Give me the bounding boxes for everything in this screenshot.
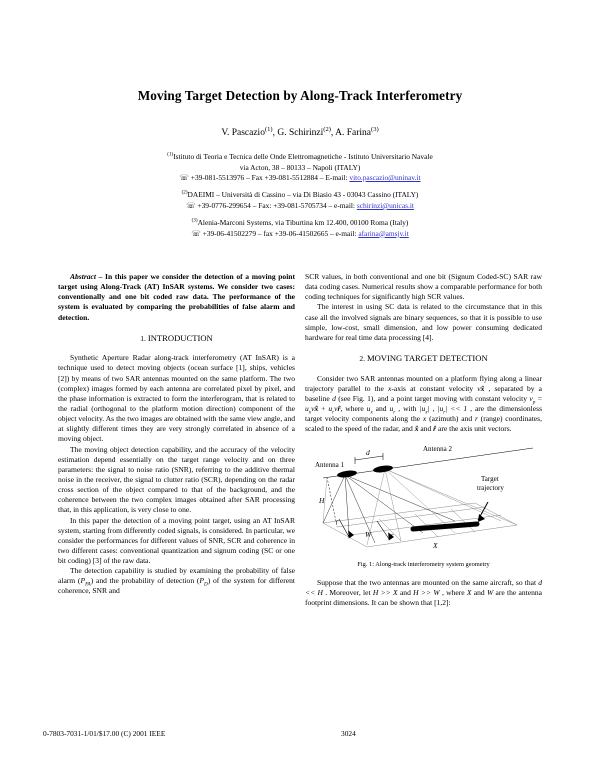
paragraph-assumptions: Suppose that the two antennas are mounted on the same aircraft, so that d << H . Moreover, let H >> X and H >> W , where X and W are the antenna footprint dimensions. It can be shown that [1,2]: <box>305 578 543 608</box>
author-marker: (2) <box>323 125 331 133</box>
affiliation-contact: ☏ +39-0776-299654 – Fax: +39-081-5705734 – e-mail: schirinzi@unicas.it <box>186 200 414 210</box>
telephone-icon: ☏ <box>191 228 201 238</box>
column-left <box>58 272 295 597</box>
ground-edge-1 <box>323 523 367 547</box>
affiliation-3 <box>50 218 550 239</box>
paragraph: Synthetic Aperture Radar along-track interferometry (AT InSAR) is a technique used to detect moving objects (ocean surface [1], ships, vehicles [2]) by means of two SAR antennas mounted on the same platform. The two (complex) images formed by each antenna are correlated pixel by pixel, and the phase information is extracted to form the interferogram, that is related to the radial (orthogonal to the platform motion direction) component of the object velocity. As the two images are obtained with the same view angle, and at slightly different times they are very strongly correlated in absence of a moving object. <box>58 353 295 444</box>
affiliation-contact: ☏ +39-081-5513976 – Fax +39-081-5512884 – E-mail: vito.pascazio@uninav.it <box>179 173 421 183</box>
footer-copyright: 0-7803-7031-1/01/$17.00 (C) 2001 IEEE <box>43 729 166 738</box>
affiliation-institution: $^{(2)}$DAEIMI – Università di Cassino – via Di Biasio 43 - 03043 Cassino (ITALY) <box>181 189 419 200</box>
email-link[interactable]: afarina@amsjv.it <box>358 228 409 238</box>
section-heading-introduction: 1. INTRODUCTION <box>140 332 213 343</box>
paragraph-geometry: Consider two SAR antennas mounted on a platform flying along a linear trajectory parallel to the x-axis at constant velocity vx̂ , separated by a baseline d (see Fig. 1), and a point target moving with constant velocity $v_p$ = $u_xvx̂$ + $u_rvr̂$, where $u_x$ and $u_r$ , with $|u_x|$ , $|u_r| << 1$ , are the dimensionless target velocity components along the x (azimuth) and r (range) coordinates, scaled to the speed of the radar, and x̂ and r̂ are the axis unit vectors. <box>305 373 543 434</box>
figure-caption: Fig. 1: Along-track interferometry system geometry <box>357 560 490 568</box>
email-link[interactable]: schirinzi@unicas.it <box>356 200 414 210</box>
figure-1-geometry-diagram <box>305 441 542 553</box>
page-title: Moving Target Detection by Along-Track Interferometry <box>137 88 463 103</box>
ground-grid-5 <box>451 509 475 532</box>
affiliation-address: via Acton, 38 – 80133 – Napoli (ITALY) <box>239 162 361 172</box>
antenna-2-marker <box>373 465 394 474</box>
paragraph-sc-interest: The interest in using SC data is related to the circumstance that in this case all the involved signals are binary sequences, so that it is possible to use simple, low-cost, small dimension, and low power consuming dedicated hardware for real time data processing [4]. <box>305 302 542 342</box>
author-name: G. Schirinzi <box>277 128 324 138</box>
beam-ray <box>345 475 455 521</box>
paragraph-detection-capability: The detection capability is studied by examining the probability of false alarm $(P_{FA})$ and the probability of detection $(P_D)$ of the system for different coherence, SNR and <box>58 566 296 596</box>
affiliation-marker: (2) <box>181 189 188 196</box>
author-name: A. Farina <box>335 128 372 138</box>
affiliation-institution: $^{(3)}$Alenia-Marconi Systems, via Tiburtina km 12.400, 00100 Roma (Italy) <box>191 217 409 228</box>
label-baseline-d: d <box>366 448 370 458</box>
author-marker: (1) <box>264 125 273 133</box>
beam-ray <box>385 469 455 533</box>
section-heading-moving-target-detection: 2. MOVING TARGET DETECTION <box>359 352 488 363</box>
affiliation-1 <box>50 152 550 184</box>
author-list: V. Pascazio$^{(1)}$, G. Schirinzi$^{(2)}$, A. Farina$^{(3)}$ <box>221 125 379 138</box>
abstract: Abstract – In this paper we consider the detection of a moving point target using Along-Track (AT) InSAR systems. We consider two cases: conventionally and one bit coded raw data. The performance of the system is evaluated by comparing the probabilities of false alarm and detection. <box>58 272 296 322</box>
affiliation-marker: (3) <box>191 217 198 224</box>
label-target-line1: Target <box>481 475 499 484</box>
author-name: V. Pascazio <box>221 128 265 138</box>
affiliation-contact: ☏ +39-06-41502279 – fax +39-06-41502665 – e-mail: afarina@amsjv.it <box>191 228 409 238</box>
affiliation-2 <box>50 190 550 211</box>
antenna-1-marker <box>337 470 358 479</box>
paragraph: The moving object detection capability, and the accuracy of the velocity estimation depend essentially on the target range velocity and on three parameters: the signal to noise ratio (SNR), referring to the additive thermal noise in the receiver, the signal to clutter ratio (SCR), depending on the radar cross section of the object compared to that of the background, and the coherence between the two complex images obtained after SAR processing that, in this application, is very close to one. <box>58 444 295 515</box>
footer-page-number: 3024 <box>341 729 356 738</box>
label-range-r-lower: r <box>391 532 394 540</box>
telephone-icon: ☏ <box>186 200 196 210</box>
label-swath-X: X <box>433 541 438 551</box>
affiliation-marker: (1) <box>167 151 174 158</box>
antenna-markers <box>337 465 394 479</box>
paragraph: In this paper the detection of a moving point target, using an AT InSAR system, starting from differently coded signals, is considered. In particular, we consider the performances for different values of SNR, SCR and coherence in two different cases: conventional quantization and signum coding (SC or one bit coding) [3] of the raw data. <box>58 515 295 566</box>
column-right <box>305 272 542 609</box>
affiliation-list <box>50 152 550 246</box>
label-range-r: r <box>336 518 339 526</box>
author-marker: (3) <box>371 125 379 133</box>
label-target-line2: trajectory <box>477 484 504 493</box>
telephone-icon: ☏ <box>179 173 189 183</box>
label-antenna-1: Antenna 1 <box>315 461 344 470</box>
abstract-text: In this paper we consider the detection of a moving point target using Along-Track (AT) InSAR systems. We consider two cases: conventionally and one bit coded raw data. The performance of the system is evaluated by comparing the probabilities of false alarm and detection. <box>58 272 296 322</box>
label-antenna-2: Antenna 2 <box>423 445 452 454</box>
label-width-W: W <box>365 530 372 540</box>
affiliation-institution: $^{(1)}$Istituto di Teoria e Tecnica delle Onde Elettromagnetiche - Istituto Universitario Navale <box>167 151 433 161</box>
figure-1 <box>305 441 542 569</box>
email-link[interactable]: vito.pascazio@uninav.it <box>349 173 421 183</box>
label-height-H: H <box>319 496 325 506</box>
paragraph-continuation: SCR values, in both conventional and one bit (Signum Coded-SC) SAR raw data coding cases. Numerical results show a comparable performance for both coding techniques for significantly high SCR values. <box>305 272 542 302</box>
abstract-label: Abstract <box>70 272 96 281</box>
beam-ray <box>345 475 349 533</box>
